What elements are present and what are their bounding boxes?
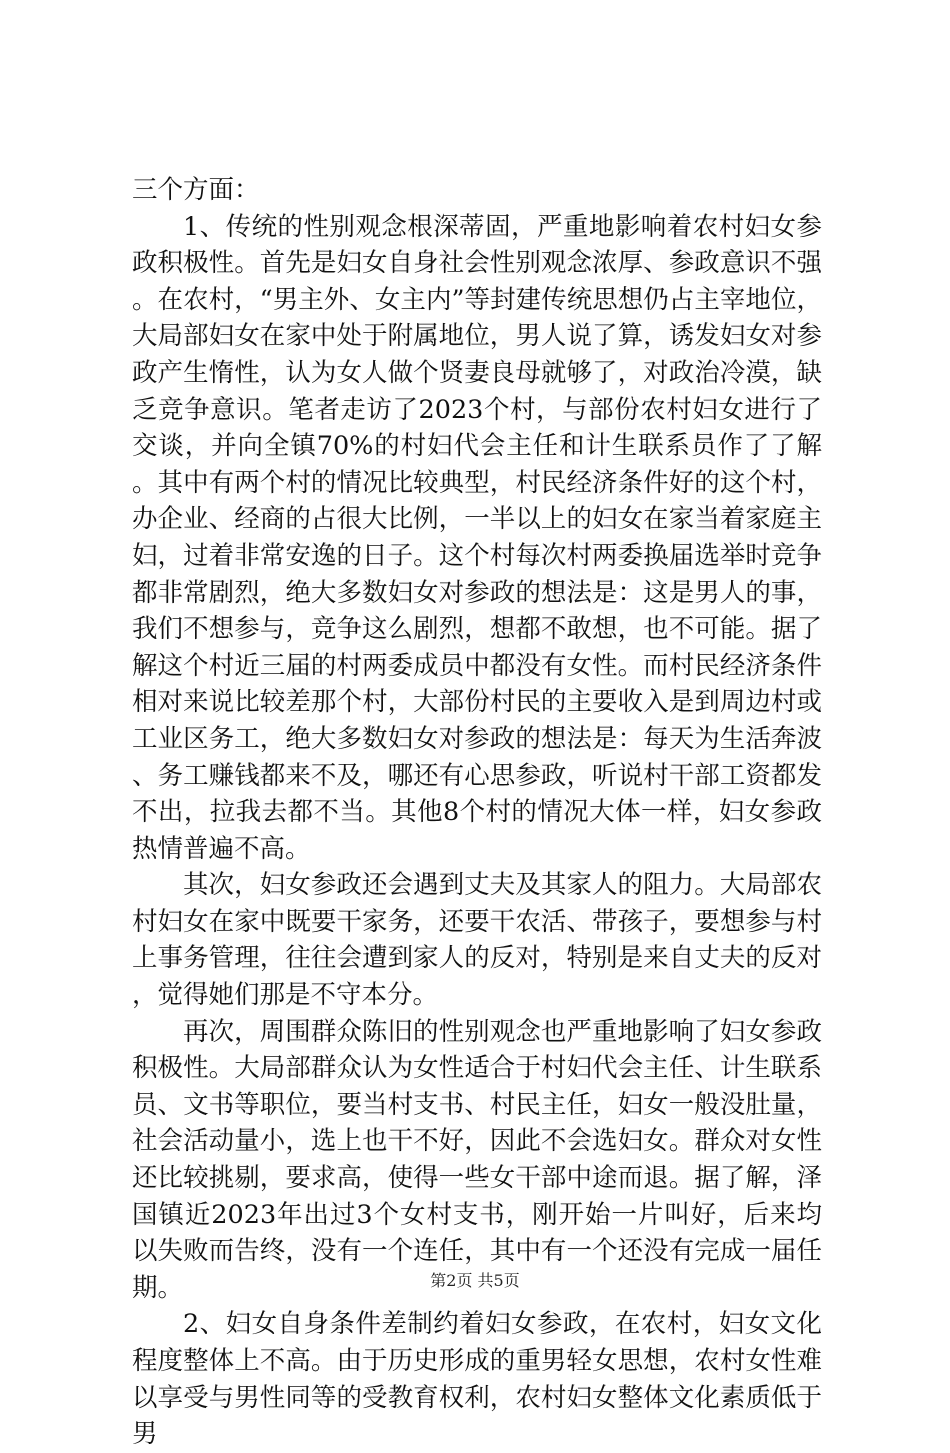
paragraph-1: 1、传统的性别观念根深蒂固，严重地影响着农村妇女参政积极性。首先是妇女自身社会性别观念浓厚、参政意识不强。在农村，“男主外、女主内”等封建传统思想仍占主宰地位，大局部妇女在家中处于附属地位，男人说了算，诱发妇女对参政产生惰性，认为女人做个贤妻良母就够了，对政治冷漠，缺乏竞争意识。笔者走访了2023个村，与部份农村妇女进行了交谈，并向全镇70%的村妇代会主任和计生联系员作了了解。其中有两个村的情况比较典型，村民经济条件好的这个村，办企业、经商的占很大比例，一半以上的妇女在家当着家庭主妇，过着非常安逸的日子。这个村每次村两委换届选举时竞争都非常剧烈，绝大多数妇女对参政的想法是：这是男人的事，我们不想参与，竞争这么剧烈，想都不敢想，也不可能。据了解这个村近三届的村两委成员中都没有女性。而村民经济条件相对来说比较差那个村，大部份村民的主要收入是到周边村或工业区务工，绝大多数妇女对参政的想法是：每天为生活奔波、务工赚钱都来不及，哪还有心思参政，听说村干部工资都发不出，拉我去都不当。其他8个村的情况大体一样，妇女参政热情普遍不高。 — [132, 211, 822, 864]
paragraph-2: 其次，妇女参政还会遇到丈夫及其家人的阻力。大局部农村妇女在家中既要干家务，还要干农活、带孩子，要想参与村上事务管理，往往会遭到家人的反对，特别是来自丈夫的反对，觉得她们那是不守本分。 — [132, 870, 822, 1011]
document-body — [132, 172, 822, 1453]
page-number-footer: 第2页 共5页 — [430, 1271, 520, 1290]
paragraph-3: 再次，周围群众陈旧的性别观念也严重地影响了妇女参政积极性。大局部群众认为女性适合于村妇代会主任、计生联系员、文书等职位，要当村支书、村民主任，妇女一般没肚量，社会活动量小，选上也干不好，因此不会选妇女。群众对女性还比较挑剔，要求高，使得一些女干部中途而退。据了解，泽国镇近2023年出过3个女村支书，刚开始一片叫好，后来均以失败而告终，没有一个连任，其中有一个还没有完成一届任期。 — [132, 1016, 822, 1303]
section-lead-text: 三个方面： — [132, 175, 260, 205]
paragraph-4: 2、妇女自身条件差制约着妇女参政，在农村，妇女文化程度整体上不高。由于历史形成的重男轻女思想，农村女性难以享受与男性同等的受教育权利，农村妇女整体文化素质低于男 — [132, 1309, 822, 1450]
